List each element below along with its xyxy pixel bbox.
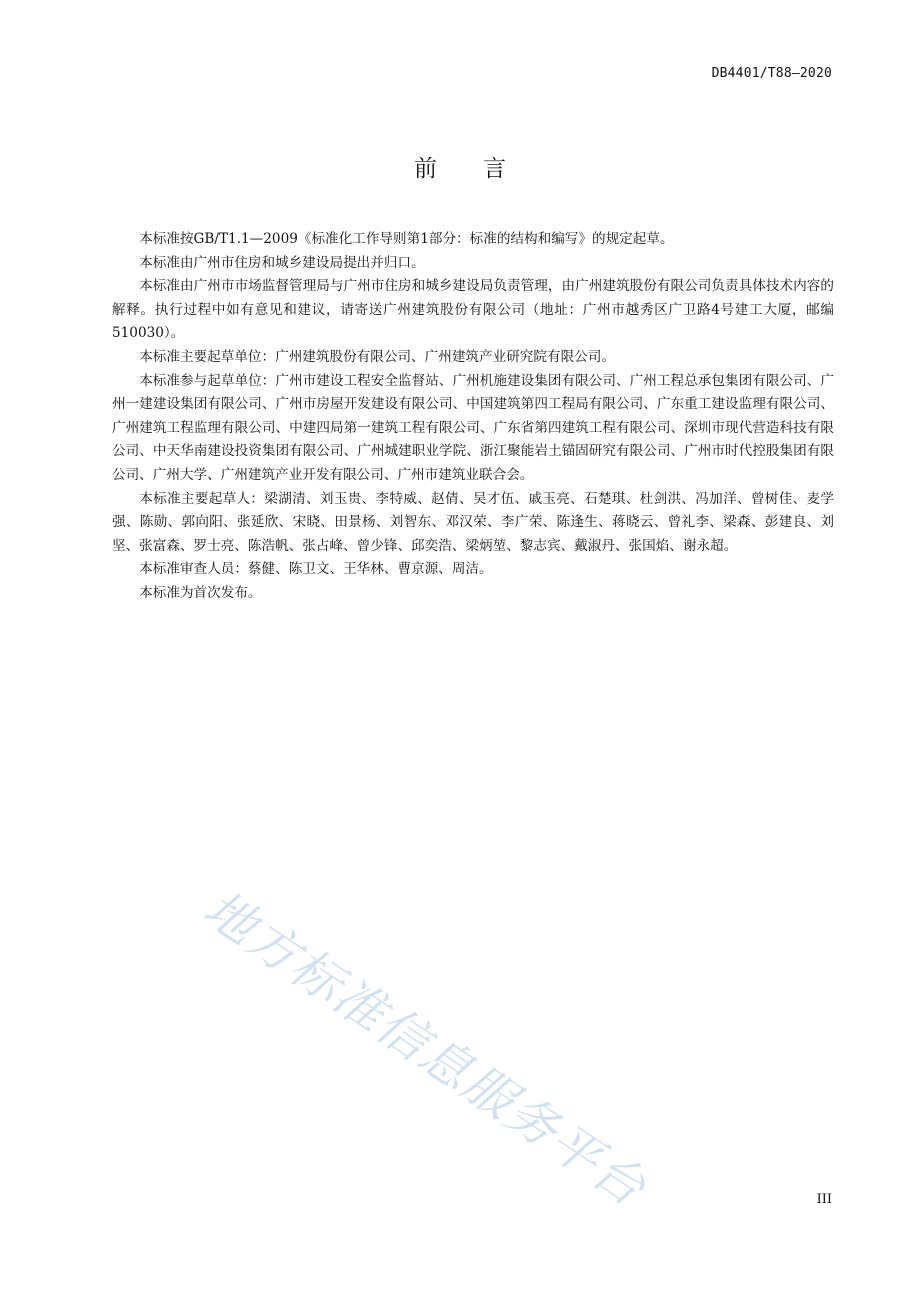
paragraph-management: 本标准由广州市市场监督管理局与广州市住房和城乡建设局负责管理，由广州建筑股份有限公司负责具体技术内容的解释。执行过程中如有意见和建议，请寄送广州建筑股份有限公司（地址：广州市越秀区广卫路4号建工大厦，邮编510030）。 [112, 278, 834, 342]
paragraph-drafting-rules: 本标准按GB/T1.1—2009《标准化工作导则第1部分：标准的结构和编写》的规定起草。 [139, 231, 674, 247]
paragraph-reviewers: 本标准审查人员：蔡健、陈卫文、王华林、曹京源、周洁。 [139, 561, 493, 578]
paragraph-main-drafters: 本标准主要起草人：梁湖清、刘玉贵、李特威、赵倩、吴才伍、戚玉亮、石楚琪、杜剑洪、冯加洋、曾树佳、麦学强、陈勋、郭向阳、张延欣、宋晓、田景杨、刘智东、邓汉荣、李广荣、陈逢生、蒋晓云、曾礼李、梁森、彭建良、刘坚、张富森、罗士亮、陈浩帆、张占峰、曾少锋、邱奕浩、梁炳堃、黎志宾、戴淑丹、张国焰、谢永超。 [112, 490, 834, 554]
paragraph-main-drafting-units: 本标准主要起草单位：广州建筑股份有限公司、广州建筑产业研究院有限公司。 [139, 348, 615, 365]
watermark-text: 地方标准信息服务平台 [193, 879, 657, 1218]
document-code: DB4401/T88—2020 [711, 66, 832, 81]
paragraph-participating-units: 本标准参与起草单位：广州市建设工程安全监督站、广州机施建设集团有限公司、广州工程总承包集团有限公司、广州一建建设集团有限公司、广州市房屋开发建设有限公司、中国建筑第四工程局有限公司、广东重工建设监理有限公司、广州建筑工程监理有限公司、中建四局第一建筑工程有限公司、广东省第四建筑工程有限公司、深圳市现代营造科技有限公司、中天华南建设投资集团有限公司、广州城建职业学院、浙江聚能岩土锚固研究有限公司、广州市时代控股集团有限公司、广州大学、广州建筑产业开发有限公司、广州市建筑业联合会。 [112, 372, 834, 483]
paragraph-proposer: 本标准由广州市住房和城乡建设局提出并归口。 [139, 254, 425, 271]
page-title: 前言 [414, 156, 552, 182]
foreword-body [112, 228, 834, 606]
paragraph-first-release: 本标准为首次发布。 [139, 584, 262, 601]
page-number: III [816, 1192, 832, 1207]
